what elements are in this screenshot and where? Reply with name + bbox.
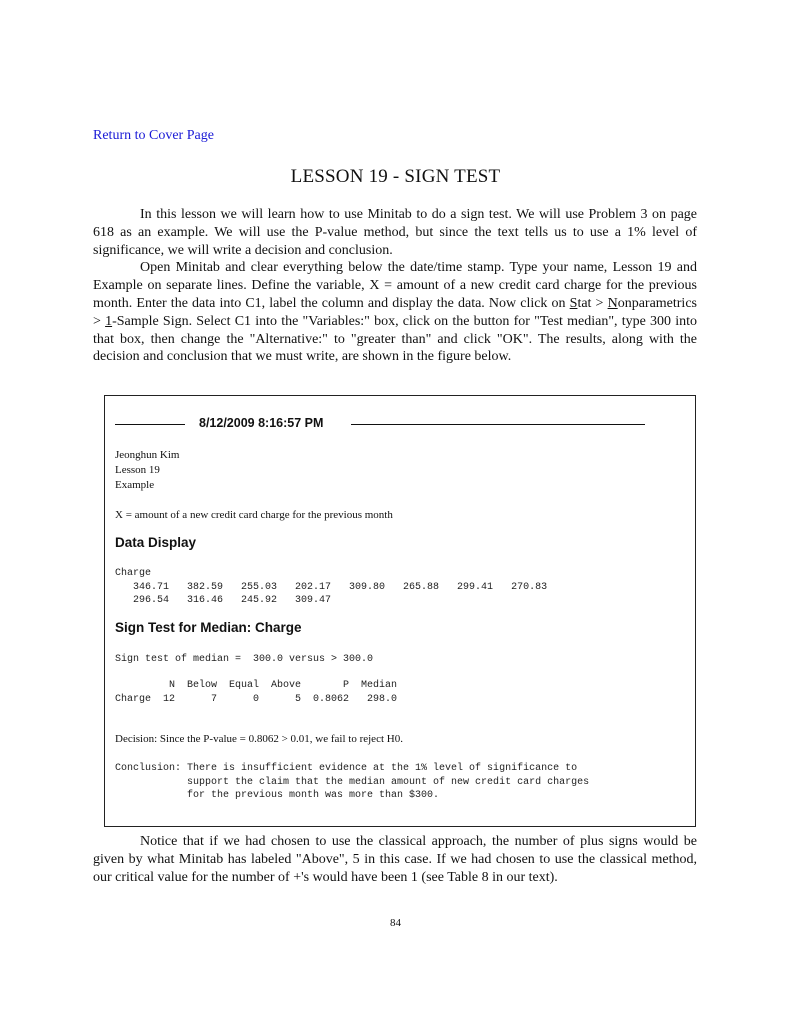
return-to-cover-link[interactable]: Return to Cover Page bbox=[93, 128, 214, 143]
menu-one-sample-rest: -Sample Sign. bbox=[112, 313, 193, 329]
data-display-heading: Data Display bbox=[115, 535, 197, 550]
menu-stat-underline: S bbox=[569, 295, 578, 311]
menu-one-sample-underline: 1 bbox=[105, 313, 113, 329]
date-time-stamp: 8/12/2009 8:16:57 PM bbox=[199, 416, 324, 430]
sign-test-results-table: N Below Equal Above P Median Charge 12 7 0 5 0.8062 298.0 bbox=[115, 680, 398, 705]
sign-test-description: Sign test of median = 300.0 versus > 300.0 bbox=[115, 654, 374, 665]
intro-p2-part2: Select C1 into the "Variables:" box, click on the button for "Test median", type 300 into that box, then change the "Alternative:" to "greater than" and click "OK". The results, along with the decision and conclusion that we must write, are shown in the figure below. bbox=[93, 313, 697, 365]
page-number: 84 bbox=[390, 917, 401, 929]
intro-section bbox=[93, 206, 697, 366]
menu-nonparametrics-underline: N bbox=[607, 295, 618, 311]
menu-stat-rest: tat bbox=[577, 295, 592, 311]
variable-definition: X = amount of a new credit card charge for the previous month bbox=[115, 509, 393, 521]
intro-p2-part1: Open Minitab and clear everything below the date/time stamp. Type your name, Lesson 19 and Example on separate lines. Define the variable, X = amount of a new credit card charge for the previous month. Enter the data into C1, label the column and display the data. Now click on bbox=[93, 260, 697, 311]
lesson-title: LESSON 19 - SIGN TEST bbox=[290, 166, 501, 187]
notice-section bbox=[93, 833, 697, 886]
decision-statement: Decision: Since the P-value = 0.8062 > 0.01, we fail to reject H0. bbox=[115, 733, 403, 745]
notice-paragraph: Notice that if we had chosen to use the classical approach, the number of plus signs would be given by what Minitab has labeled "Above", 5 in this case. If we had chosen to use the classical method, our critical value for the number of +'s would have been 1 (see Table 8 in our text). bbox=[93, 834, 697, 885]
minitab-output-figure bbox=[104, 395, 696, 827]
intro-paragraph-1: In this lesson we will learn how to use Minitab to do a sign test. We will use Problem 3 on page 618 as an example. We will use the P-value method, but since the text tells us to use a 1% level of significance, we will write a decision and conclusion. bbox=[93, 207, 697, 258]
conclusion-statement: Conclusion: There is insufficient evidence at the 1% level of significance to support the claim that the median amount of new credit card charges for the previous month was more than $300. bbox=[115, 763, 590, 801]
header-rule-right bbox=[351, 424, 645, 425]
student-name-lines: Jeonghun Kim Lesson 19 Example bbox=[115, 449, 180, 491]
intro-paragraph-2 bbox=[93, 259, 697, 366]
menu-separator-2: > bbox=[93, 313, 106, 329]
menu-separator-1: > bbox=[591, 295, 608, 311]
data-display-block: Charge 346.71 382.59 255.03 202.17 309.80 265.88 299.41 270.83 296.54 316.46 245.92 309.47 bbox=[115, 568, 548, 606]
header-rule-left bbox=[115, 424, 185, 425]
date-time-stamp-header bbox=[115, 416, 635, 432]
menu-nonparametrics-rest: onparametrics bbox=[617, 295, 697, 311]
sign-test-heading: Sign Test for Median: Charge bbox=[115, 620, 302, 635]
